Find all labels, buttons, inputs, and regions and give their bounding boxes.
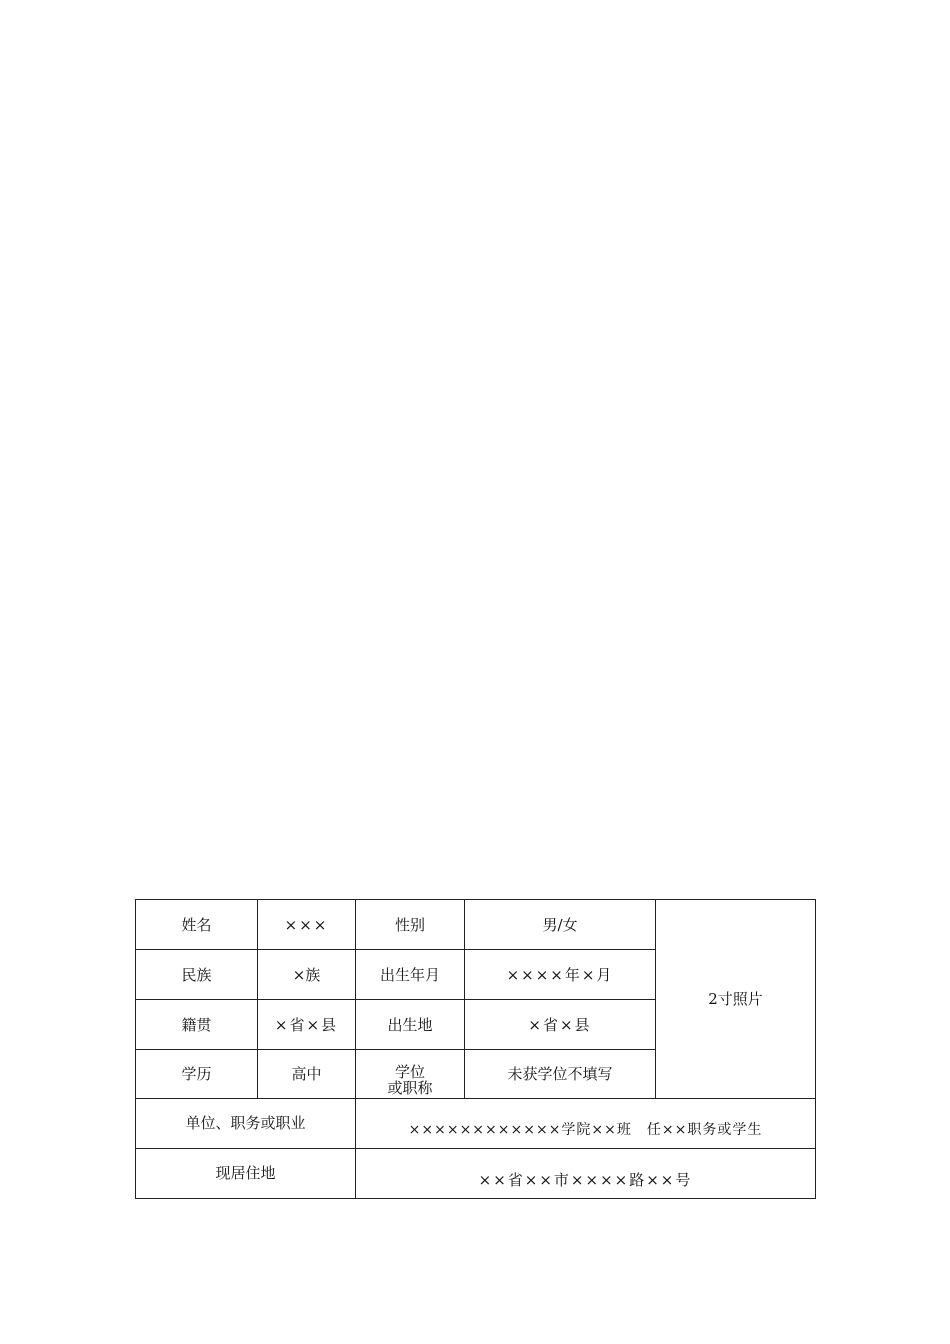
personal-info-form	[135, 899, 816, 1199]
photo-placeholder: 2寸照片	[656, 900, 815, 1099]
gender-label: 性别	[356, 900, 465, 950]
birth-date-label: 出生年月	[356, 950, 465, 1000]
residence-value: ××省××市××××路××号	[478, 1170, 693, 1189]
education-label: 学历	[136, 1050, 258, 1099]
gender-value: 男/女	[465, 900, 656, 950]
work-label: 单位、职务或职业	[136, 1099, 356, 1149]
birth-date-value: ××××年×月	[465, 950, 656, 1000]
birthplace-label: 出生地	[356, 1000, 465, 1050]
degree-title-label-line2: 或职称	[387, 1079, 433, 1097]
degree-title-label	[356, 1050, 465, 1099]
degree-title-label-line1: 学位	[394, 1063, 425, 1081]
ethnicity-value: ×族	[258, 950, 356, 1000]
degree-title-value: 未获学位不填写	[465, 1050, 656, 1099]
ethnicity-label: 民族	[136, 950, 258, 1000]
birthplace-value: ×省×县	[465, 1000, 656, 1050]
native-place-value: ×省×县	[258, 1000, 356, 1050]
name-label: 姓名	[136, 900, 258, 950]
work-value: ××××××××××××学院××班 任××职务或学生	[356, 1099, 815, 1149]
name-value: ×××	[258, 900, 356, 950]
education-value: 高中	[258, 1050, 356, 1099]
native-place-label: 籍贯	[136, 1000, 258, 1050]
residence-label: 现居住地	[136, 1149, 356, 1198]
